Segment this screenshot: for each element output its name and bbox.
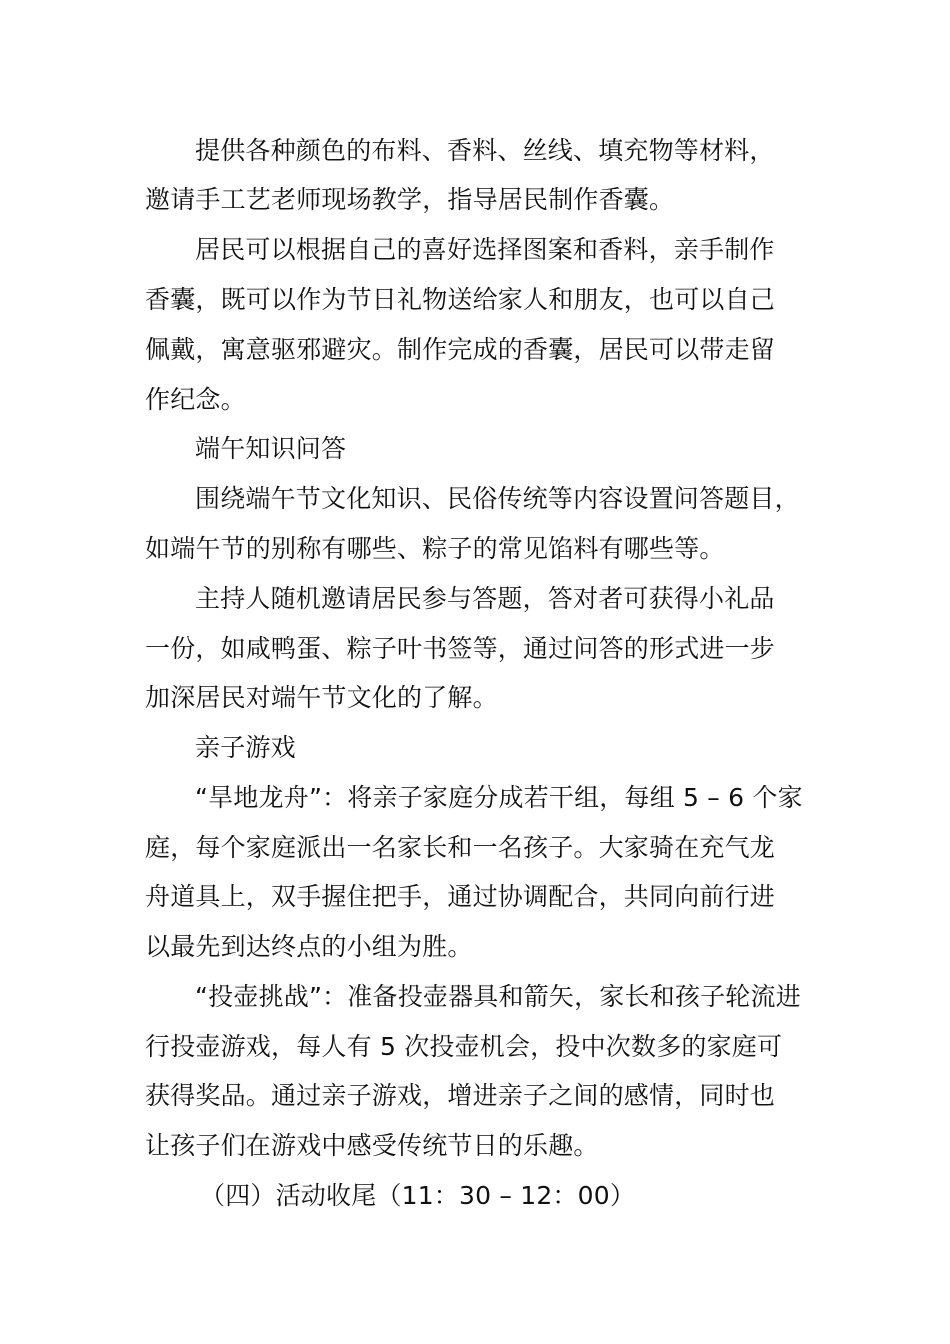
- paragraph-line: 围绕端午节文化知识、民俗传统等内容设置问答题目，: [195, 484, 800, 513]
- paragraph-line: 行投壶游戏，每人有 5 次投壶机会，投中次数多的家庭可: [145, 1032, 783, 1061]
- paragraph-line: 居民可以根据自己的喜好选择图案和香料，亲手制作: [195, 235, 775, 264]
- paragraph-line: 如端午节的别称有哪些、粽子的常见馅料有哪些等。: [145, 534, 725, 563]
- paragraph-line: 获得奖品。通过亲子游戏，增进亲子之间的感情，同时也: [145, 1081, 776, 1110]
- section-heading: 端午知识问答: [195, 434, 347, 463]
- paragraph-line: 庭，每个家庭派出一名家长和一名孩子。大家骑在充气龙: [145, 833, 776, 862]
- paragraph-line: 香囊，既可以作为节日礼物送给家人和朋友，也可以自己: [145, 285, 776, 314]
- paragraph-line: “旱地龙舟”：将亲子家庭分成若干组，每组 5 – 6 个家: [195, 783, 803, 812]
- paragraph-line: 提供各种颜色的布料、香料、丝线、填充物等材料，: [195, 136, 775, 165]
- paragraph-line: 舟道具上，双手握住把手，通过协调配合，共同向前行进: [145, 882, 776, 911]
- paragraph-line: 佩戴，寓意驱邪避灾。制作完成的香囊，居民可以带走留: [145, 335, 776, 364]
- paragraph-line: 邀请手工艺老师现场教学，指导居民制作香囊。: [145, 185, 675, 214]
- section-heading: 亲子游戏: [195, 733, 296, 762]
- paragraph-line: 作纪念。: [145, 385, 246, 414]
- paragraph-line: 加深居民对端午节文化的了解。: [145, 683, 498, 712]
- paragraph-line: 一份，如咸鸭蛋、粽子叶书签等，通过问答的形式进一步: [145, 634, 776, 663]
- paragraph-line: 以最先到达终点的小组为胜。: [145, 932, 473, 961]
- paragraph-line: 主持人随机邀请居民参与答题，答对者可获得小礼品: [195, 584, 775, 613]
- paragraph-line: 让孩子们在游戏中感受传统节日的乐趣。: [145, 1131, 599, 1160]
- paragraph-line: “投壶挑战”：准备投壶器具和箭矢，家长和孩子轮流进: [195, 982, 801, 1011]
- section-heading: （四）活动收尾（11：30 – 12：00）: [200, 1181, 636, 1210]
